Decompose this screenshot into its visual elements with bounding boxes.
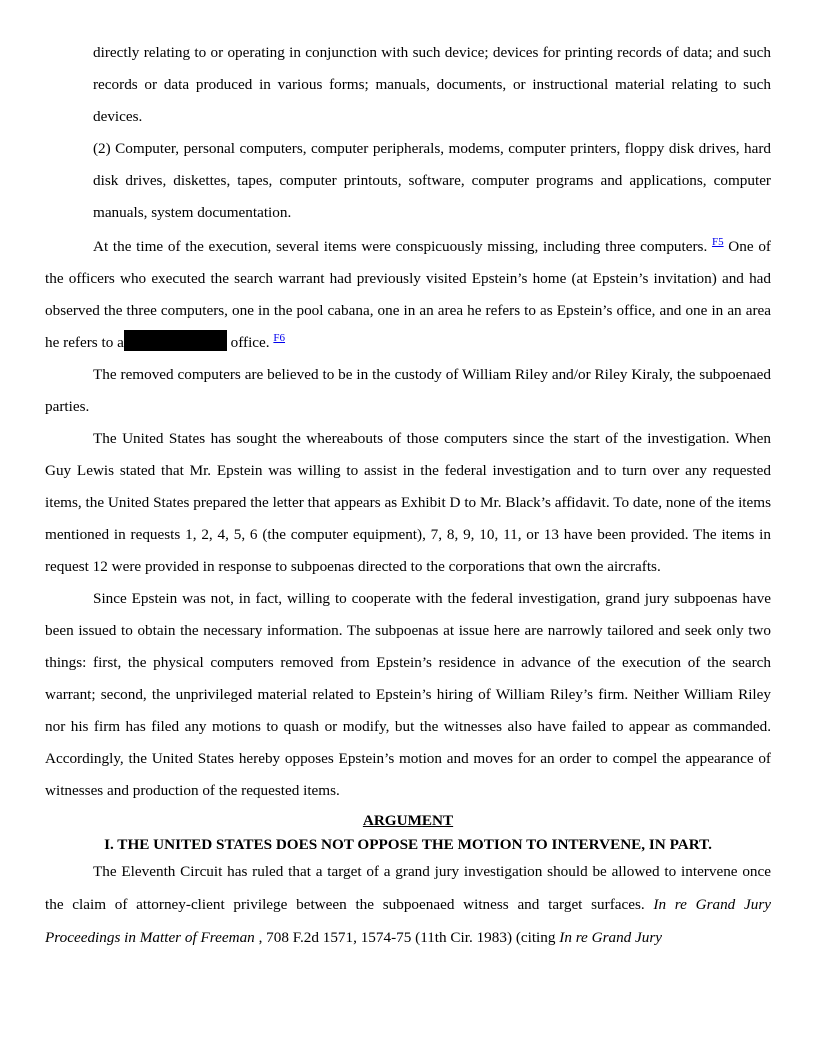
argument-heading: ARGUMENT <box>362 812 454 829</box>
list-item: directly relating to or operating in conjunction with such device; devices for printing records of data; and such records or data produced in various forms; manuals, documents, or instructional material relating to such devices. <box>93 44 771 125</box>
case-citation: In re Grand Jury <box>559 929 663 946</box>
section-heading: I. THE UNITED STATES DOES NOT OPPOSE THE MOTION TO INTERVENE, IN PART. <box>104 836 712 853</box>
paragraph-cooperation: Since Epstein was not, in fact, willing to cooperate with the federal investigation, grand jury subpoenas have been issued to obtain the necessary information. The subpoenas at issue here are narrowly tailored and seek only two things: first, the physical computers removed from Epstein’s residence in advance of the execution of the search warrant; second, the unprivileged material related to Epstein’s hiring of William Riley’s firm. Neither William Riley nor his firm has filed any motions to quash or modify, but the witnesses also have failed to appear as commanded. Accordingly, the United States hereby opposes Epstein’s motion and moves for an order to compel the appearance of witnesses and production of the requested items. <box>45 590 771 799</box>
paragraph-eleventh-circuit <box>45 855 771 954</box>
paragraph-text: office. <box>226 334 270 351</box>
paragraph-text: The Eleventh Circuit has ruled that a target of a grand jury investigation should be allowed to intervene once the claim of attorney-client privilege between the subpoenaed witness and target surfaces. <box>45 863 771 913</box>
paragraph-whereabouts: The United States has sought the whereabouts of those computers since the start of the investigation. When Guy Lewis stated that Mr. Epstein was willing to assist in the federal investigation and to turn over any requested items, the United States prepared the letter that appears as Exhibit D to Mr. Black’s affidavit. To date, none of the items mentioned in requests 1, 2, 4, 5, 6 (the computer equipment), 7, 8, 9, 10, 11, or 13 have been provided. The items in request 12 were provided in response to subpoenas directed to the corporations that own the aircrafts. <box>45 430 771 575</box>
paragraph-missing-items <box>45 231 771 359</box>
case-citation: In re Grand Jury Proceedings in Matter of Freeman <box>45 896 771 946</box>
paragraph-text: One of the officers who executed the search warrant had previously visited Epstein’s home (at Epstein’s invitation) and had observed the three computers, one in the pool cabana, one in an area he refers to as Epstein’s office, and one in an area he refers to a <box>45 238 771 351</box>
paragraph-text: , 708 F.2d 1571, 1574-75 (11th Cir. 1983) (citing <box>254 929 560 946</box>
paragraph-text: At the time of the execution, several items were conspicuously missing, including three computers. <box>93 238 708 255</box>
redaction-block <box>124 330 227 351</box>
footnote-link-f6[interactable]: F6 <box>273 332 286 344</box>
footnote-link-f5[interactable]: F5 <box>711 236 724 248</box>
list-item: (2) Computer, personal computers, computer peripherals, modems, computer printers, floppy disk drives, hard disk drives, diskettes, tapes, computer printouts, software, computer programs and applications, computer manuals, system documentation. <box>93 140 771 221</box>
document-page <box>45 37 771 954</box>
paragraph-removed-computers: The removed computers are believed to be in the custody of William Riley and/or Riley Kiraly, the subpoenaed parties. <box>45 366 771 415</box>
